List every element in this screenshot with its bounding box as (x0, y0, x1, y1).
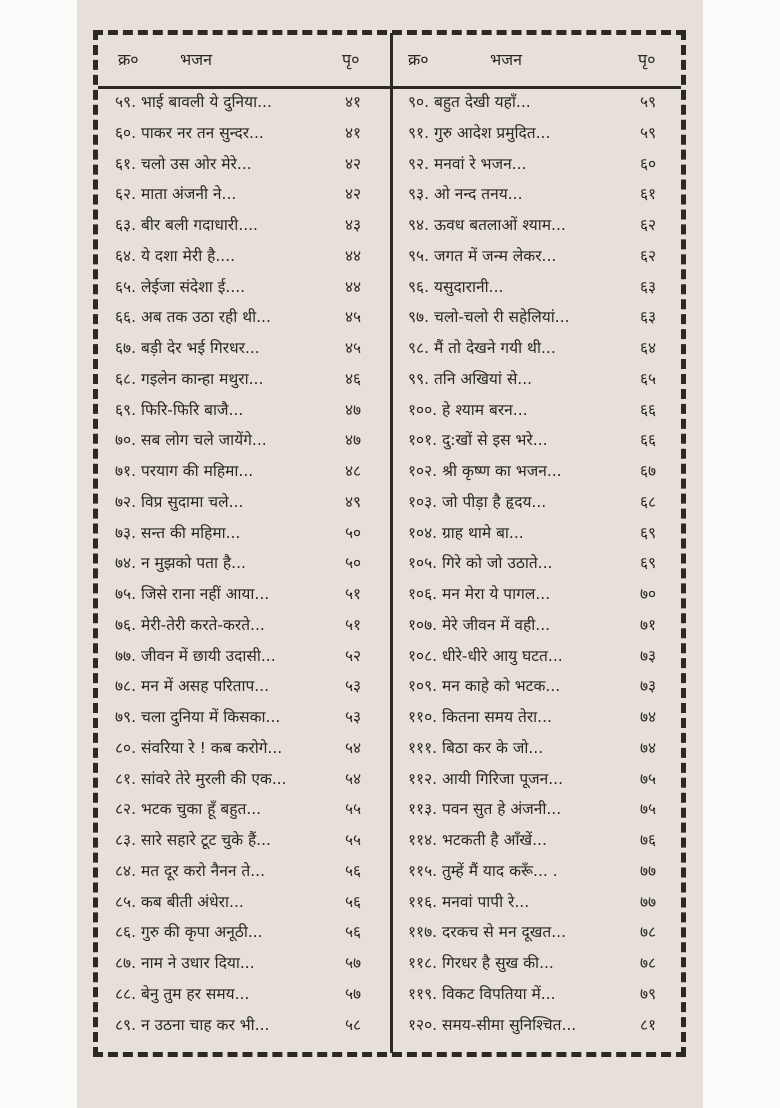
entry-title: १०३. जो पीड़ा है हृदय... (408, 492, 547, 511)
entry-page: ७७ (640, 892, 657, 911)
entry-page: ५६ (345, 861, 362, 880)
index-entry (115, 86, 380, 116)
index-entry (115, 178, 380, 208)
header-page: पृ० (342, 50, 360, 69)
index-entry (408, 824, 663, 854)
entry-page: ७३ (640, 646, 657, 665)
index-entry (115, 609, 380, 639)
index-entry (115, 793, 380, 823)
entry-title: ६४. ये दशा मेरी है.... (115, 246, 236, 265)
entry-title: ७४. न मुझको पता है... (115, 554, 246, 573)
entry-page: ७८ (640, 954, 657, 972)
entry-title: १०४. ग्राह थामे बा... (408, 523, 524, 542)
entry-page: ६१ (640, 185, 657, 204)
entry-page: ६६ (640, 431, 657, 450)
entry-title: १११. बिठा कर के जो... (408, 738, 544, 757)
entry-page: ४२ (345, 185, 362, 204)
entry-title: ७९. चला दुनिया में किसका... (115, 708, 281, 726)
entry-title: ९४. ऊवध बतलाओं श्याम... (408, 216, 566, 234)
entry-page: ४३ (345, 216, 362, 234)
index-entry (408, 547, 663, 577)
entry-page: ५६ (345, 923, 362, 942)
entry-title: ६७. बड़ी देर भई गिरधर... (115, 339, 260, 357)
entry-page: ५४ (345, 738, 362, 757)
index-entry (408, 886, 663, 916)
entry-title: ७८. मन में असह परिताप... (115, 677, 270, 696)
entry-page: ४४ (345, 277, 362, 296)
entry-title: ११६. मनवां पापी रे... (408, 892, 530, 911)
entry-page: ७० (640, 585, 657, 603)
index-entry (408, 1009, 663, 1039)
entry-page: ५० (345, 554, 362, 573)
index-entry (408, 240, 663, 270)
entry-page: ७४ (640, 708, 657, 726)
entry-page: ५५ (345, 831, 362, 849)
index-entry (408, 578, 663, 608)
entry-page: ६२ (640, 246, 657, 265)
index-entry (115, 978, 380, 1008)
entry-title: ९६. यसुदारानी... (408, 277, 504, 296)
entry-title: ८३. सारे सहारे टूट चुके हैं... (115, 831, 271, 849)
entry-title: ६६. अब तक उठा रही थी... (115, 308, 271, 327)
index-entry (115, 916, 380, 946)
index-entry (408, 301, 663, 331)
index-entry (408, 978, 663, 1008)
entry-title: ६१. चलो उस ओर मेरे... (115, 154, 252, 173)
index-entry (115, 886, 380, 916)
entry-title: ११७. दरकच से मन दूखत... (408, 923, 567, 942)
entry-page: ४७ (345, 400, 362, 419)
index-entry (408, 793, 663, 823)
index-entry (115, 363, 380, 393)
entry-page: ४१ (345, 123, 362, 142)
index-entry (408, 271, 663, 301)
entry-page: ६३ (640, 277, 657, 296)
entry-title: ११५. तुम्हें मैं याद करूँ... . (408, 861, 558, 880)
index-entry (115, 301, 380, 331)
index-entry (408, 486, 663, 516)
entry-page: ५९ (640, 93, 657, 111)
header-title: भजन (180, 50, 213, 69)
entry-page: ५१ (345, 585, 362, 603)
index-entry (408, 670, 663, 700)
entry-title: ६०. पाकर नर तन सुन्दर... (115, 123, 264, 142)
index-entry (408, 117, 663, 147)
entry-page: ४५ (345, 308, 362, 327)
entry-page: ६० (640, 154, 657, 173)
entry-page: ५७ (345, 954, 362, 972)
index-entry (115, 486, 380, 516)
entry-title: ८७. नाम ने उधार दिया... (115, 954, 255, 972)
entry-page: ६५ (640, 369, 657, 388)
entry-page: ६३ (640, 308, 657, 327)
index-entry (408, 947, 663, 977)
entry-title: ८२. भटक चुका हूँ बहुत... (115, 800, 262, 819)
entry-page: ६४ (640, 339, 657, 357)
entry-title: १०७. मेरे जीवन में वही... (408, 615, 551, 634)
index-entry (115, 670, 380, 700)
index-entry (408, 916, 663, 946)
entry-title: ८४. मत दूर करो नैनन ते... (115, 861, 266, 880)
entry-page: ७६ (640, 831, 657, 849)
entry-title: ११८. गिरधर है सुख की... (408, 954, 554, 972)
entry-title: ८८. बेनु तुम हर समय... (115, 984, 250, 1003)
entry-page: ७४ (640, 738, 657, 757)
entry-page: ५४ (345, 769, 362, 788)
left-header (110, 42, 380, 78)
index-entry (115, 271, 380, 301)
index-entry (408, 86, 663, 116)
entry-title: ७३. सन्त की महिमा... (115, 523, 241, 542)
entry-title: ७७. जीवन में छायी उदासी... (115, 646, 276, 665)
entry-page: ७५ (640, 769, 657, 788)
entry-title: ८५. कब बीती अंधेरा... (115, 892, 244, 911)
index-entry (115, 547, 380, 577)
index-entry (408, 424, 663, 454)
header-num: क्र० (118, 50, 139, 69)
entry-page: ४९ (345, 492, 362, 511)
entry-title: ९१. गुरु आदेश प्रमुदित... (408, 123, 551, 142)
entry-page: ५२ (345, 646, 362, 665)
entry-page: ७९ (640, 984, 657, 1003)
entry-title: ७०. सब लोग चले जायेंगे... (115, 431, 267, 450)
entry-page: ४५ (345, 339, 362, 357)
entry-title: ११२. आयी गिरिजा पूजन... (408, 769, 564, 788)
entry-title: ११०. कितना समय तेरा... (408, 708, 552, 726)
index-entry (115, 701, 380, 731)
entry-title: ६३. बीर बली गदाधारी.... (115, 216, 258, 234)
entry-title: ७५. जिसे राना नहीं आया... (115, 585, 270, 603)
entry-page: ४४ (345, 246, 362, 265)
right-header (400, 42, 680, 78)
entry-title: ९५. जगत में जन्म लेकर... (408, 246, 557, 265)
index-entry (408, 148, 663, 178)
entry-title: १०९. मन काहे को भटक... (408, 677, 561, 696)
entry-title: १०५. गिरे को जो उठाते... (408, 554, 553, 573)
index-entry (408, 517, 663, 547)
entry-title: १२०. समय-सीमा सुनिश्चित... (408, 1015, 577, 1034)
index-entry (115, 732, 380, 762)
entry-page: ४१ (345, 93, 362, 111)
entry-title: ७१. परयाग की महिमा... (115, 462, 254, 480)
header-page: पृ० (638, 50, 656, 69)
entry-page: ४८ (345, 462, 362, 480)
entry-page: ५३ (345, 677, 362, 696)
index-entry (115, 117, 380, 147)
index-entry (408, 763, 663, 793)
entry-page: ६९ (640, 523, 657, 542)
entry-page: ७५ (640, 800, 657, 819)
index-entry (408, 178, 663, 208)
index-entry (408, 209, 663, 239)
entry-page: ७३ (640, 677, 657, 696)
entry-page: ५० (345, 523, 362, 542)
entry-title: ९३. ओ नन्द तनय... (408, 185, 523, 204)
index-entry (115, 332, 380, 362)
entry-title: ९०. बहुत देखी यहाँ... (408, 93, 531, 111)
entry-title: ६२. माता अंजनी ने... (115, 185, 237, 204)
entry-page: ६७ (640, 462, 657, 480)
entry-title: ११४. भटकती है आँखें... (408, 831, 547, 849)
entry-page: ६८ (640, 492, 657, 511)
index-entry (408, 455, 663, 485)
entry-page: ६६ (640, 400, 657, 419)
index-entry (408, 640, 663, 670)
index-entry (115, 947, 380, 977)
entry-title: १०६. मन मेरा ये पागल... (408, 585, 551, 603)
index-entry (408, 363, 663, 393)
entry-title: ११३. पवन सुत हे अंजनी... (408, 800, 562, 819)
entry-page: ५८ (345, 1015, 362, 1034)
entry-title: ६९. फिरि-फिरि बाजै... (115, 400, 244, 419)
index-entry (115, 148, 380, 178)
entry-page: ७७ (640, 861, 657, 880)
header-title: भजन (490, 50, 523, 69)
entry-title: ८९. न उठना चाह कर भी... (115, 1015, 270, 1034)
entry-title: १००. हे श्याम बरन... (408, 400, 528, 419)
index-entry (115, 1009, 380, 1039)
entry-page: ७१ (640, 615, 657, 634)
entry-page: ६९ (640, 554, 657, 573)
entry-title: ९८. मैं तो देखने गयी थी... (408, 339, 556, 357)
index-entry (408, 701, 663, 731)
entry-page: ५५ (345, 800, 362, 819)
index-entry (115, 455, 380, 485)
index-entry (115, 517, 380, 547)
entry-title: ९२. मनवां रे भजन... (408, 154, 527, 173)
entry-title: ८०. संवरिया रे ! कब करोगे... (115, 738, 283, 757)
header-num: क्र० (408, 50, 429, 69)
index-entry (115, 424, 380, 454)
entry-page: ५९ (640, 123, 657, 142)
index-entry (115, 240, 380, 270)
entry-page: ५६ (345, 892, 362, 911)
index-entry (408, 732, 663, 762)
index-entry (115, 763, 380, 793)
entry-title: ७२. विप्र सुदामा चले... (115, 492, 244, 511)
entry-title: १०८. धीरे-धीरे आयु घटत... (408, 646, 563, 665)
index-entry (115, 640, 380, 670)
index-entry (408, 855, 663, 885)
entry-title: १०१. दु:खों से इस भरे... (408, 431, 548, 450)
entry-title: ७६. मेरी-तेरी करते-करते... (115, 615, 265, 634)
entry-title: १०२. श्री कृष्ण का भजन... (408, 462, 562, 480)
entry-title: ११९. विकट विपतिया में... (408, 984, 556, 1003)
entry-title: ६५. लेईजा संदेशा ई.... (115, 277, 246, 296)
index-entry (115, 855, 380, 885)
entry-page: ४२ (345, 154, 362, 173)
index-entry (115, 394, 380, 424)
entry-page: ४६ (345, 369, 362, 388)
entry-page: ४७ (345, 431, 362, 450)
entry-title: ९९. तनि अखियां से... (408, 369, 533, 388)
entry-title: ९७. चलो-चलो री सहेलियां... (408, 308, 570, 327)
entry-page: ६२ (640, 216, 657, 234)
index-entry (408, 394, 663, 424)
index-entry (115, 824, 380, 854)
entry-page: ५७ (345, 984, 362, 1003)
entry-title: ८१. सांवरे तेरे मुरली की एक... (115, 769, 287, 788)
entry-title: ६८. गइलेन कान्हा मथुरा... (115, 369, 264, 388)
entry-page: ८१ (640, 1015, 657, 1034)
index-entry (408, 609, 663, 639)
index-entry (408, 332, 663, 362)
entry-page: ५३ (345, 708, 362, 726)
index-entry (115, 578, 380, 608)
index-entry (115, 209, 380, 239)
entry-title: ५९. भाई बावली ये दुनिया... (115, 93, 272, 111)
column-divider (390, 33, 393, 1053)
entry-page: ५१ (345, 615, 362, 634)
entry-title: ८६. गुरु की कृपा अनूठी... (115, 923, 263, 942)
entry-page: ७८ (640, 923, 657, 942)
